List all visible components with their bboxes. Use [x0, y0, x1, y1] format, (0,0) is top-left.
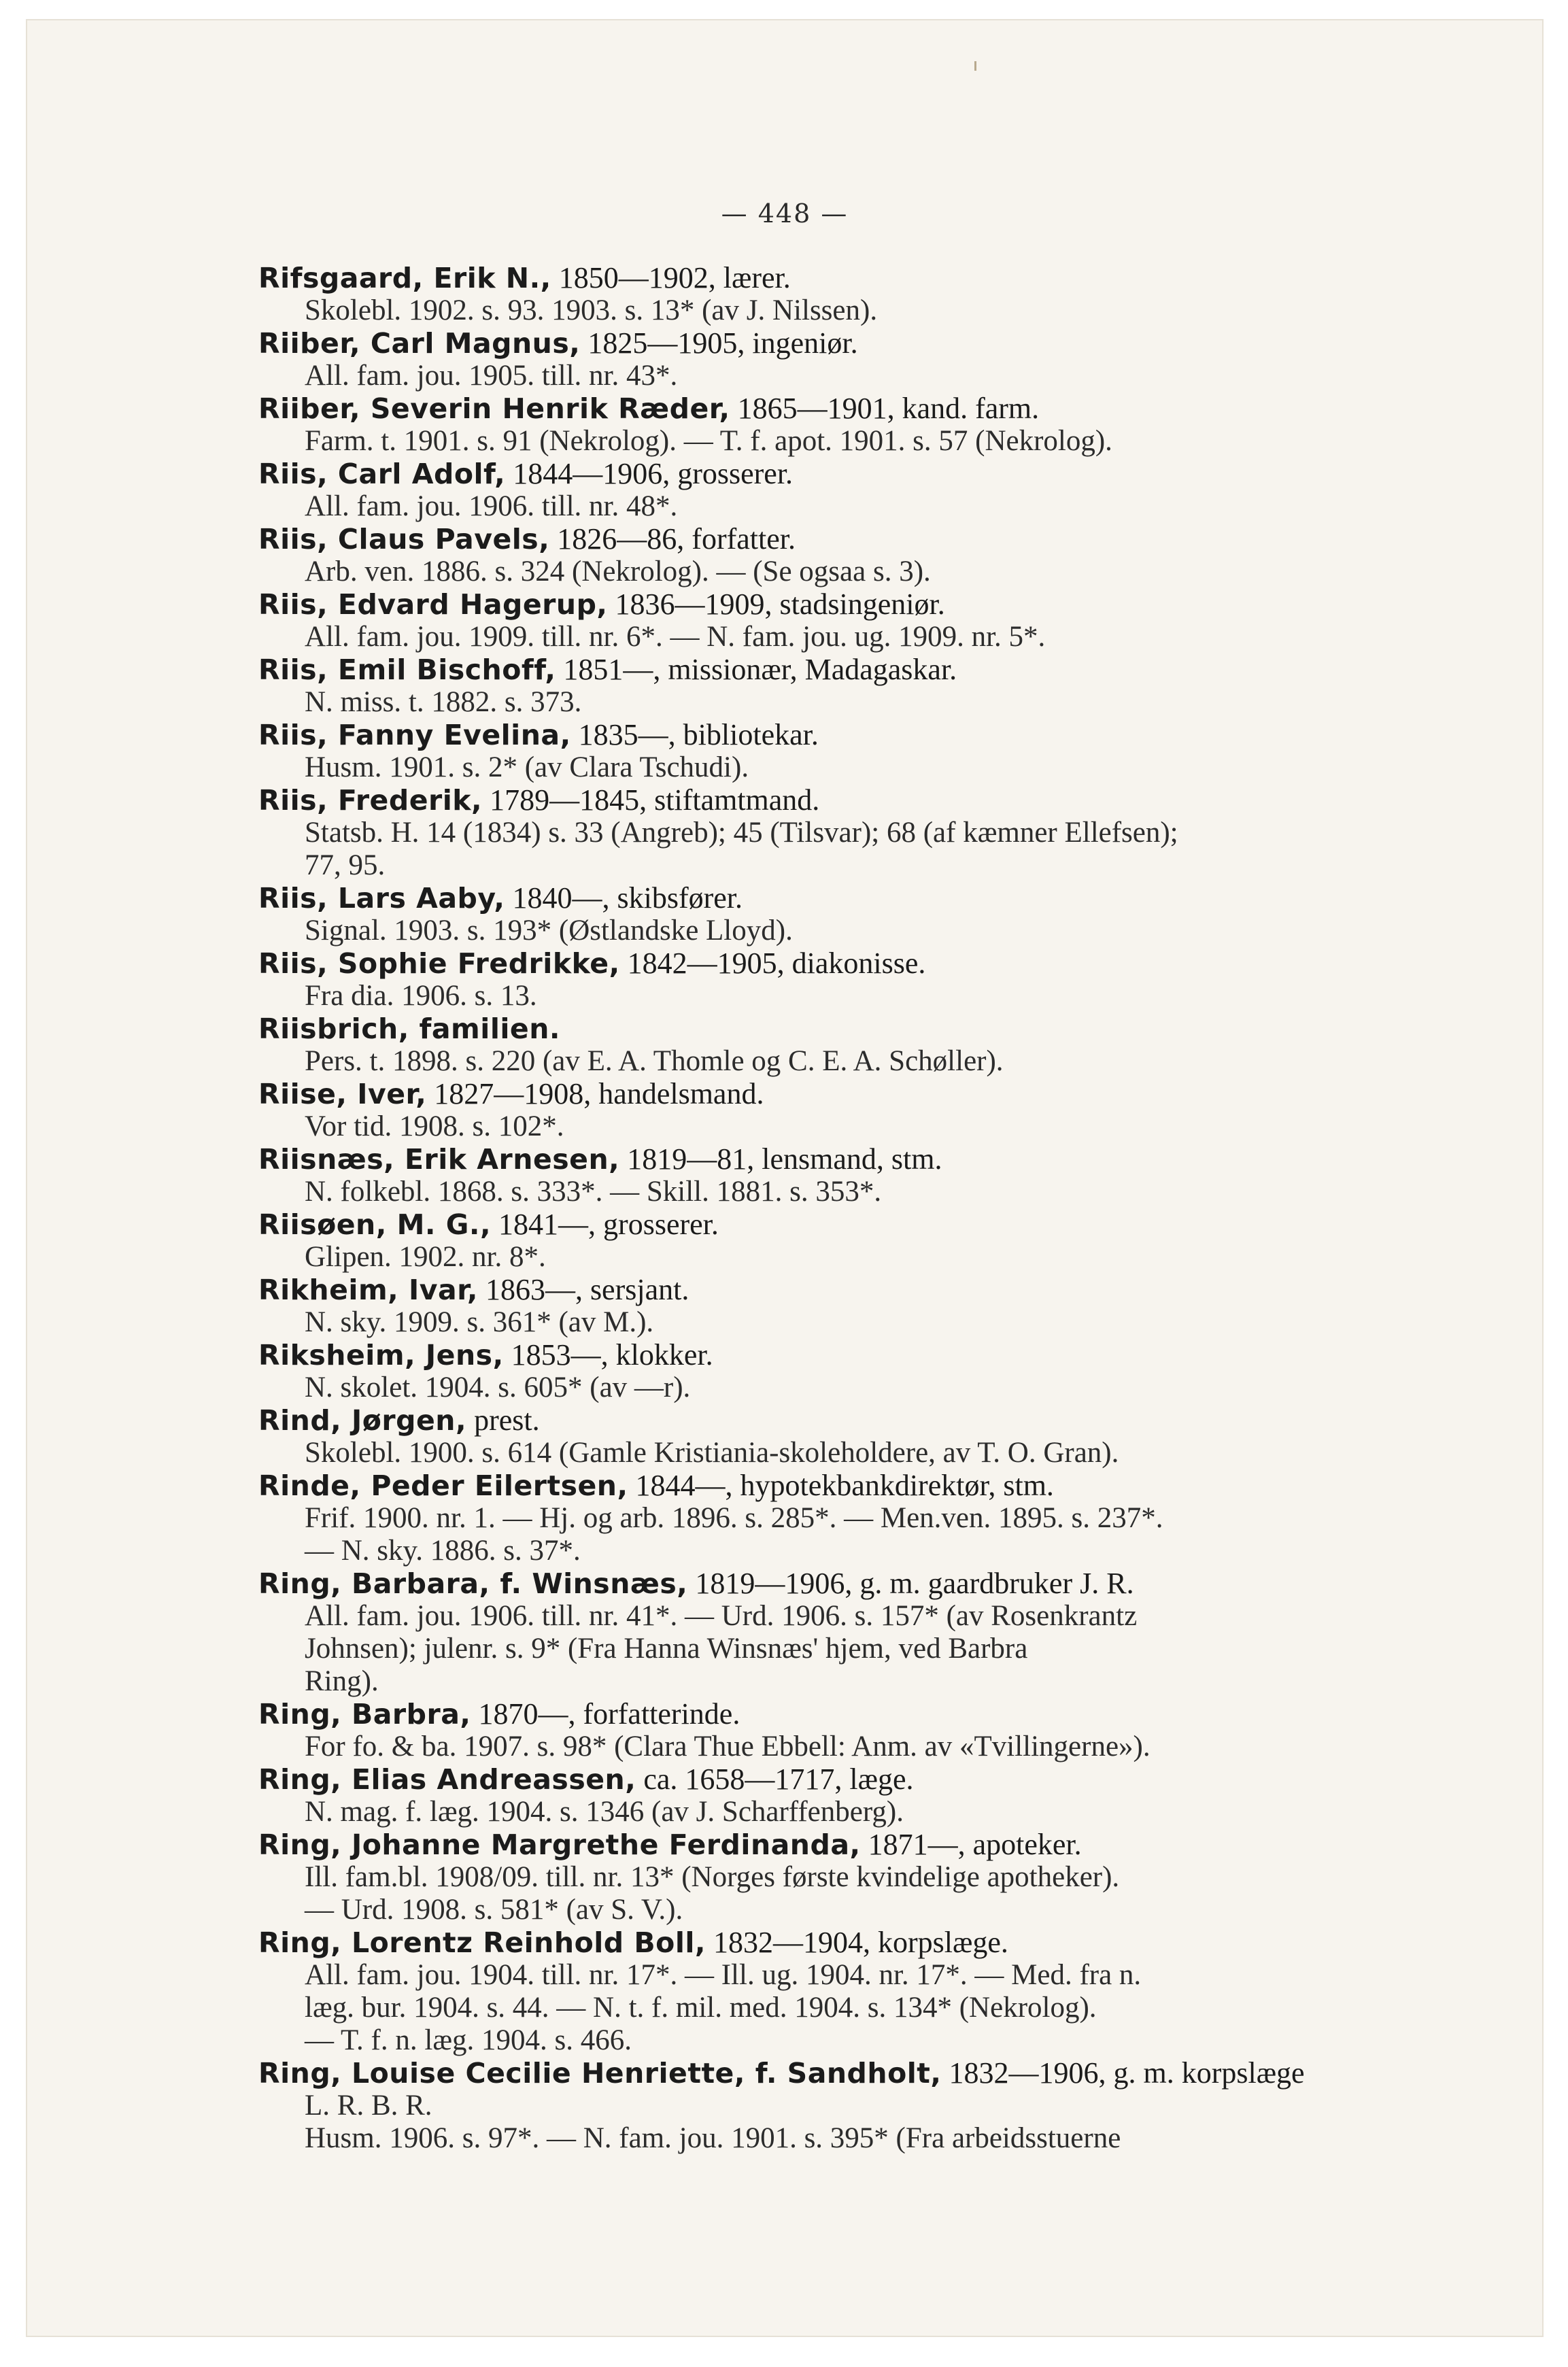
- entry-heading: [258, 1012, 1476, 1045]
- entry-reference: Fra dia. 1906. s. 13.: [305, 980, 537, 1012]
- entry-name: Riisbrich, familien.: [258, 1012, 561, 1045]
- entry-description: 1863—, sersjant.: [477, 1273, 689, 1306]
- entry-reference: All. fam. jou. 1909. till. nr. 6*. — N. fam. jou. ug. 1909. nr. 5*.: [305, 621, 1046, 653]
- entry-name: Riis, Lars Aaby,: [258, 882, 505, 915]
- entry-reference: N. skolet. 1904. s. 605* (av —r).: [305, 1372, 691, 1403]
- entry-name: Rifsgaard, Erik N.,: [258, 262, 551, 294]
- index-entry: [258, 327, 1476, 392]
- index-entry: [258, 1698, 1476, 1763]
- entry-description: 1836—1909, stadsingeniør.: [607, 588, 945, 621]
- entry-heading: [258, 1763, 1476, 1796]
- entry-heading: [258, 1698, 1476, 1731]
- entry-reference: Glipen. 1902. nr. 8*.: [305, 1241, 546, 1273]
- index-entry: [258, 2057, 1476, 2155]
- entry-heading: [258, 262, 1476, 294]
- paper-mark: [974, 61, 976, 71]
- entry-description: 1871—, apoteker.: [860, 1828, 1082, 1861]
- index-entry: [258, 653, 1476, 719]
- entry-description: 1840—, skibsfører.: [505, 881, 743, 915]
- entry-reference: Husm. 1906. s. 97*. — N. fam. jou. 1901. s. 395* (Fra arbeidsstuerne: [305, 2122, 1121, 2154]
- entry-heading: [258, 1926, 1476, 1959]
- entry-reference: Husm. 1901. s. 2* (av Clara Tschudi).: [305, 751, 749, 783]
- index-entry: [258, 1339, 1476, 1404]
- entry-description: 1870—, forfatterinde.: [471, 1697, 740, 1731]
- entry-reference: All. fam. jou. 1906. till. nr. 48*.: [305, 490, 678, 522]
- entry-name: Riis, Carl Adolf,: [258, 458, 506, 490]
- index-entry: [258, 1567, 1476, 1698]
- entry-heading: [258, 1078, 1476, 1110]
- entry-reference: Skolebl. 1902. s. 93. 1903. s. 13* (av J. Nilssen).: [305, 294, 878, 326]
- entry-heading: [258, 588, 1476, 621]
- entry-heading: [258, 882, 1476, 915]
- index-entry: [258, 458, 1476, 523]
- entry-heading: [258, 1143, 1476, 1176]
- entry-description: 1819—1906, g. m. gaardbruker J. R.: [687, 1567, 1134, 1600]
- entry-heading: [258, 327, 1476, 360]
- entry-reference: Arb. ven. 1886. s. 324 (Nekrolog). — (Se ogsaa s. 3).: [305, 556, 931, 588]
- entry-name: Ring, Elias Andreassen,: [258, 1763, 636, 1796]
- entry-heading: [258, 523, 1476, 556]
- entry-name: Riis, Frederik,: [258, 784, 483, 817]
- entry-name: Riise, Iver,: [258, 1078, 427, 1110]
- entry-name: Riis, Emil Bischoff,: [258, 653, 556, 686]
- entry-heading: [258, 1469, 1476, 1502]
- entry-description: 1832—1904, korpslæge.: [706, 1926, 1008, 1959]
- index-entry: [258, 1763, 1476, 1828]
- entry-reference: Frif. 1900. nr. 1. — Hj. og arb. 1896. s. 285*. — Men.ven. 1895. s. 237*.: [305, 1502, 1163, 1534]
- index-entry: [258, 1143, 1476, 1208]
- index-entry: [258, 947, 1476, 1012]
- entry-reference: læg. bur. 1904. s. 44. — N. t. f. mil. med. 1904. s. 134* (Nekrolog).: [305, 1992, 1097, 2024]
- entry-reference: N. folkebl. 1868. s. 333*. — Skill. 1881. s. 353*.: [305, 1176, 882, 1208]
- entry-name: Riksheim, Jens,: [258, 1339, 504, 1372]
- entry-name: Riisøen, M. G.,: [258, 1208, 492, 1241]
- entry-name: Riis, Fanny Evelina,: [258, 719, 571, 751]
- entry-heading: [258, 1567, 1476, 1600]
- entry-description: 1865—1901, kand. farm.: [730, 392, 1040, 425]
- entry-description: 1853—, klokker.: [503, 1338, 713, 1372]
- entry-name: Riisnæs, Erik Arnesen,: [258, 1143, 620, 1176]
- entry-name: Riis, Claus Pavels,: [258, 523, 550, 556]
- entry-description: 1850—1902, lærer.: [551, 261, 791, 294]
- entry-name: Riis, Sophie Fredrikke,: [258, 947, 620, 980]
- entry-description: 1827—1908, handelsmand.: [426, 1077, 764, 1110]
- entry-reference: Skolebl. 1900. s. 614 (Gamle Kristiania-skoleholdere, av T. O. Gran).: [305, 1437, 1119, 1469]
- entry-description: 1819—81, lensmand, stm.: [619, 1142, 942, 1176]
- entry-reference: Ring).: [305, 1665, 379, 1697]
- entry-reference: N. miss. t. 1882. s. 373.: [305, 686, 582, 718]
- entry-description: 1832—1906, g. m. korpslæge: [941, 2056, 1305, 2090]
- entry-heading: [258, 458, 1476, 490]
- entry-description: 1844—, hypotekbankdirektør, stm.: [628, 1469, 1054, 1502]
- entry-name: Ring, Lorentz Reinhold Boll,: [258, 1926, 706, 1959]
- entry-heading: [258, 947, 1476, 980]
- entry-description: 1789—1845, stiftamtmand.: [482, 783, 820, 817]
- entry-reference: — Urd. 1908. s. 581* (av S. V.).: [305, 1894, 683, 1926]
- entry-name: Rikheim, Ivar,: [258, 1274, 478, 1306]
- index-entry: [258, 1078, 1476, 1143]
- entry-reference: L. R. B. R.: [305, 2090, 432, 2122]
- entry-name: Ring, Johanne Margrethe Ferdinanda,: [258, 1828, 861, 1861]
- entry-heading: [258, 2057, 1476, 2090]
- index-entry: [258, 1404, 1476, 1469]
- entry-description: 1842—1905, diakonisse.: [619, 947, 926, 980]
- entry-reference: All. fam. jou. 1904. till. nr. 17*. — Ill. ug. 1904. nr. 17*. — Med. fra n.: [305, 1959, 1142, 1991]
- index-entry: [258, 392, 1476, 458]
- entry-list: [258, 262, 1476, 2155]
- index-entry: [258, 262, 1476, 327]
- entry-reference: 77, 95.: [305, 849, 386, 881]
- entry-reference: Statsb. H. 14 (1834) s. 33 (Angreb); 45 (Tilsvar); 68 (af kæmner Ellefsen);: [305, 817, 1178, 849]
- index-entry: [258, 588, 1476, 653]
- entry-reference: Johnsen); julenr. s. 9* (Fra Hanna Winsnæs' hjem, ved Barbra: [305, 1633, 1028, 1665]
- entry-name: Ring, Barbra,: [258, 1698, 471, 1731]
- entry-heading: [258, 1274, 1476, 1306]
- entry-description: 1835—, bibliotekar.: [570, 718, 819, 751]
- entry-description: 1826—86, forfatter.: [549, 522, 796, 556]
- entry-heading: [258, 653, 1476, 686]
- entry-name: Riis, Edvard Hagerup,: [258, 588, 608, 621]
- index-entry: [258, 1926, 1476, 2057]
- entry-name: Riiber, Carl Magnus,: [258, 327, 581, 360]
- entry-heading: [258, 784, 1476, 817]
- index-entry: [258, 1208, 1476, 1274]
- entry-heading: [258, 719, 1476, 751]
- entry-name: Rind, Jørgen,: [258, 1404, 467, 1437]
- index-entry: [258, 1274, 1476, 1339]
- index-entry: [258, 523, 1476, 588]
- index-entry: [258, 719, 1476, 784]
- entry-reference: For fo. & ba. 1907. s. 98* (Clara Thue Ebbell: Anm. av «Tvillingerne»).: [305, 1731, 1151, 1763]
- index-entry: [258, 1012, 1476, 1078]
- entry-reference: Signal. 1903. s. 193* (Østlandske Lloyd).: [305, 915, 793, 947]
- entry-description: 1844—1906, grosserer.: [505, 457, 794, 490]
- page-sheet: [27, 20, 1542, 2336]
- entry-reference: All. fam. jou. 1905. till. nr. 43*.: [305, 360, 678, 392]
- entry-reference: Vor tid. 1908. s. 102*.: [305, 1110, 564, 1142]
- entry-description: prest.: [466, 1403, 540, 1437]
- entry-heading: [258, 392, 1476, 425]
- entry-description: ca. 1658—1717, læge.: [636, 1763, 914, 1796]
- entry-reference: Pers. t. 1898. s. 220 (av E. A. Thomle og C. E. A. Schøller).: [305, 1045, 1004, 1077]
- entry-description: 1851—, missionær, Madagaskar.: [556, 653, 957, 686]
- page-number: — 448 —: [721, 199, 849, 228]
- index-entry: [258, 784, 1476, 882]
- entry-heading: [258, 1404, 1476, 1437]
- index-entry: [258, 1828, 1476, 1926]
- entry-name: Ring, Barbara, f. Winsnæs,: [258, 1567, 688, 1600]
- entry-heading: [258, 1339, 1476, 1372]
- entry-reference: Farm. t. 1901. s. 91 (Nekrolog). — T. f. apot. 1901. s. 57 (Nekrolog).: [305, 425, 1112, 457]
- entry-description: 1825—1905, ingeniør.: [580, 326, 858, 360]
- entry-reference: — N. sky. 1886. s. 37*.: [305, 1535, 581, 1567]
- entry-description: 1841—, grosserer.: [491, 1208, 719, 1241]
- entry-reference: N. mag. f. læg. 1904. s. 1346 (av J. Scharffenberg).: [305, 1796, 904, 1828]
- entry-heading: [258, 1828, 1476, 1861]
- entry-reference: — T. f. n. læg. 1904. s. 466.: [305, 2024, 632, 2056]
- entry-reference: N. sky. 1909. s. 361* (av M.).: [305, 1306, 654, 1338]
- entry-heading: [258, 1208, 1476, 1241]
- entry-reference: All. fam. jou. 1906. till. nr. 41*. — Urd. 1906. s. 157* (av Rosenkrantz: [305, 1600, 1138, 1632]
- entry-name: Rinde, Peder Eilertsen,: [258, 1469, 628, 1502]
- index-entry: [258, 882, 1476, 947]
- entry-reference: Ill. fam.bl. 1908/09. till. nr. 13* (Norges første kvindelige apotheker).: [305, 1861, 1120, 1893]
- entry-name: Ring, Louise Cecilie Henriette, f. Sandholt,: [258, 2057, 942, 2090]
- entry-name: Riiber, Severin Henrik Ræder,: [258, 392, 730, 425]
- index-entry: [258, 1469, 1476, 1567]
